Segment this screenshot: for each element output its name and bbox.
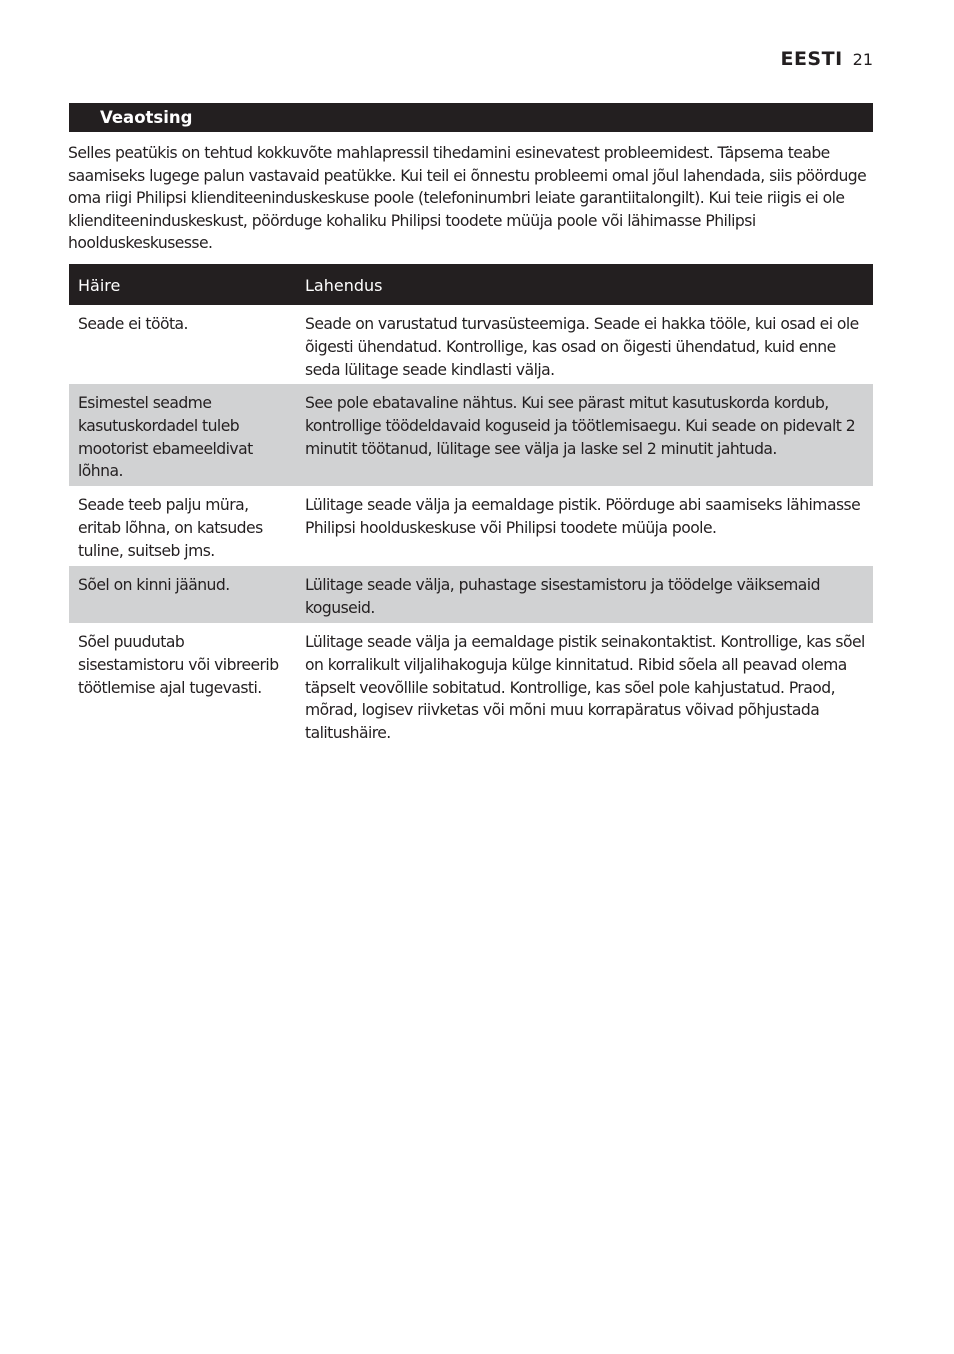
header-problem: Häire: [78, 276, 121, 295]
section-heading-bar: [69, 103, 873, 132]
problem-cell: Sõel puudutab sisestamistoru või vibreerib töötlemise ajal tugevasti.: [78, 633, 279, 697]
page-header: [760, 48, 873, 74]
table-row: [69, 486, 873, 566]
table-row: [69, 566, 873, 623]
solution-cell: Lülitage seade välja ja eemaldage pistik. Pöörduge abi saamiseks lähimasse Philipsi hoolduskeskuse või Philipsi toodete müüja poole.: [305, 496, 861, 537]
table-header: [69, 264, 873, 305]
table-row: [69, 623, 873, 749]
solution-cell: Lülitage seade välja, puhastage sisestamistoru ja töödelge väiksemaid koguseid.: [305, 576, 820, 617]
solution-cell: Seade on varustatud turvasüsteemiga. Seade ei hakka tööle, kui osad ei ole õigesti ühendatud. Kontrollige, kas osad on õigesti ühendatud, kuid enne seda lülitage seade kindlasti välja.: [305, 315, 859, 379]
solution-cell: See pole ebatavaline nähtus. Kui see pärast mitut kasutuskorda kordub, kontrollige töödeldavaid koguseid ja töötlemisaegu. Kui seade on pidevalt 2 minutit töötanud, lülitage see välja ja laske sel 2 minutit jahtuda.: [305, 394, 856, 458]
troubleshooting-table: [69, 264, 873, 749]
problem-cell: Esimestel seadme kasutuskordadel tuleb mootorist ebameeldivat lõhna.: [78, 394, 253, 481]
solution-cell: Lülitage seade välja ja eemaldage pistik seinakontaktist. Kontrollige, kas sõel on korralikult viljalihakoguja külge kinnitatud. Ribid sõela all peavad olema täpselt veovõllile sobitatud. Kontrollige, kas sõel pole kahjustatud. Praod, mõrad, logisev riivketas või mõni muu korrapäratus võivad põhjustada talitushäire.: [305, 633, 865, 743]
header-solution: Lahendus: [305, 276, 383, 295]
section-title: Veaotsing: [100, 108, 193, 127]
problem-cell: Seade ei tööta.: [78, 315, 188, 333]
page-number: 21: [852, 50, 873, 69]
problem-cell: Sõel on kinni jäänud.: [78, 576, 230, 594]
language-label: EESTI: [780, 48, 843, 70]
table-row: [69, 384, 873, 486]
table-row: [69, 305, 873, 384]
intro-paragraph: Selles peatükis on tehtud kokkuvõte mahlapressil tihedamini esinevatest probleemidest. Täpsema teabe saamiseks lugege palun vastavaid peatükke. Kui teil ei õnnestu probleemi omal jõul lahendada, siis pöörduge oma riigi Philipsi klienditeeninduskeskuse poole (telefoninumbri leiate garantiitalongilt). Kui teie riigis ei ole klienditeeninduskeskust, pöörduge kohaliku Philipsi toodete müüja poole või lähimasse Philipsi hoolduskeskusesse.: [68, 144, 867, 253]
problem-cell: Seade teeb palju müra, eritab lõhna, on katsudes tuline, suitseb jms.: [78, 496, 263, 560]
